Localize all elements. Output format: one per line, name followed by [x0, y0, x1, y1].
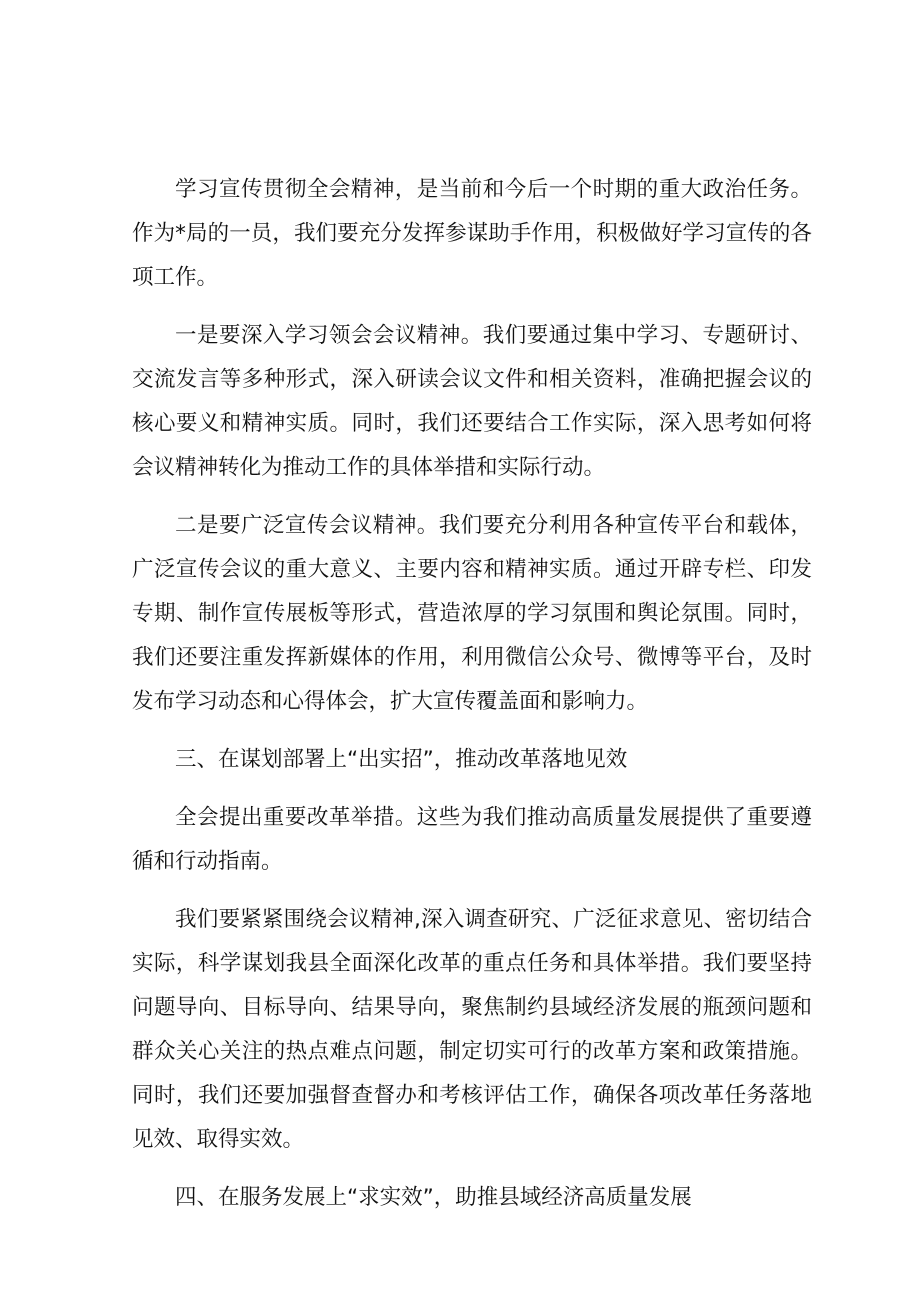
- paragraph-reform-measures: 全会提出重要改革举措。这些为我们推动高质量发展提供了重要遵循和行动指南。: [132, 805, 812, 874]
- paragraph-study: 一是要深入学习领会会议精神。我们要通过集中学习、专题研讨、交流发言等多种形式，深入研读会议文件和相关资料，准确把握会议的核心要义和精神实质。同时，我们还要结合工作实际，深入思考如何将会议精神转化为推动工作的具体举措和实际行动。: [132, 323, 812, 480]
- document-body: [132, 168, 812, 1234]
- section-heading-four: 四、在服务发展上“求实效”，助推县域经济高质量发展: [175, 1185, 692, 1210]
- paragraph-intro: 学习宣传贯彻全会精神，是当前和今后一个时期的重大政治任务。作为*局的一员，我们要充分发挥参谋助手作用，积极做好学习宣传的各项工作。: [132, 177, 812, 290]
- section-heading-three: 三、在谋划部署上“出实招”，推动改革落地见效: [175, 747, 628, 772]
- paragraph-publicize: 二是要广泛宣传会议精神。我们要充分利用各种宣传平台和载体，广泛宣传会议的重大意义、主要内容和精神实质。通过开辟专栏、印发专期、制作宣传展板等形式，营造浓厚的学习氛围和舆论氛围。同时，我们还要注重发挥新媒体的作用，利用微信公众号、微博等平台，及时发布学习动态和心得体会，扩大宣传覆盖面和影响力。: [132, 513, 812, 714]
- paragraph-reform-plan: 我们要紧紧围绕会议精神,深入调查研究、广泛征求意见、密切结合实际，科学谋划我县全面深化改革的重点任务和具体举措。我们要坚持问题导向、目标导向、结果导向，聚焦制约县域经济发展的瓶颈问题和群众关心关注的热点难点问题，制定切实可行的改革方案和政策措施。同时，我们还要加强督查督办和考核评估工作，确保各项改革任务落地见效、取得实效。: [132, 907, 812, 1152]
